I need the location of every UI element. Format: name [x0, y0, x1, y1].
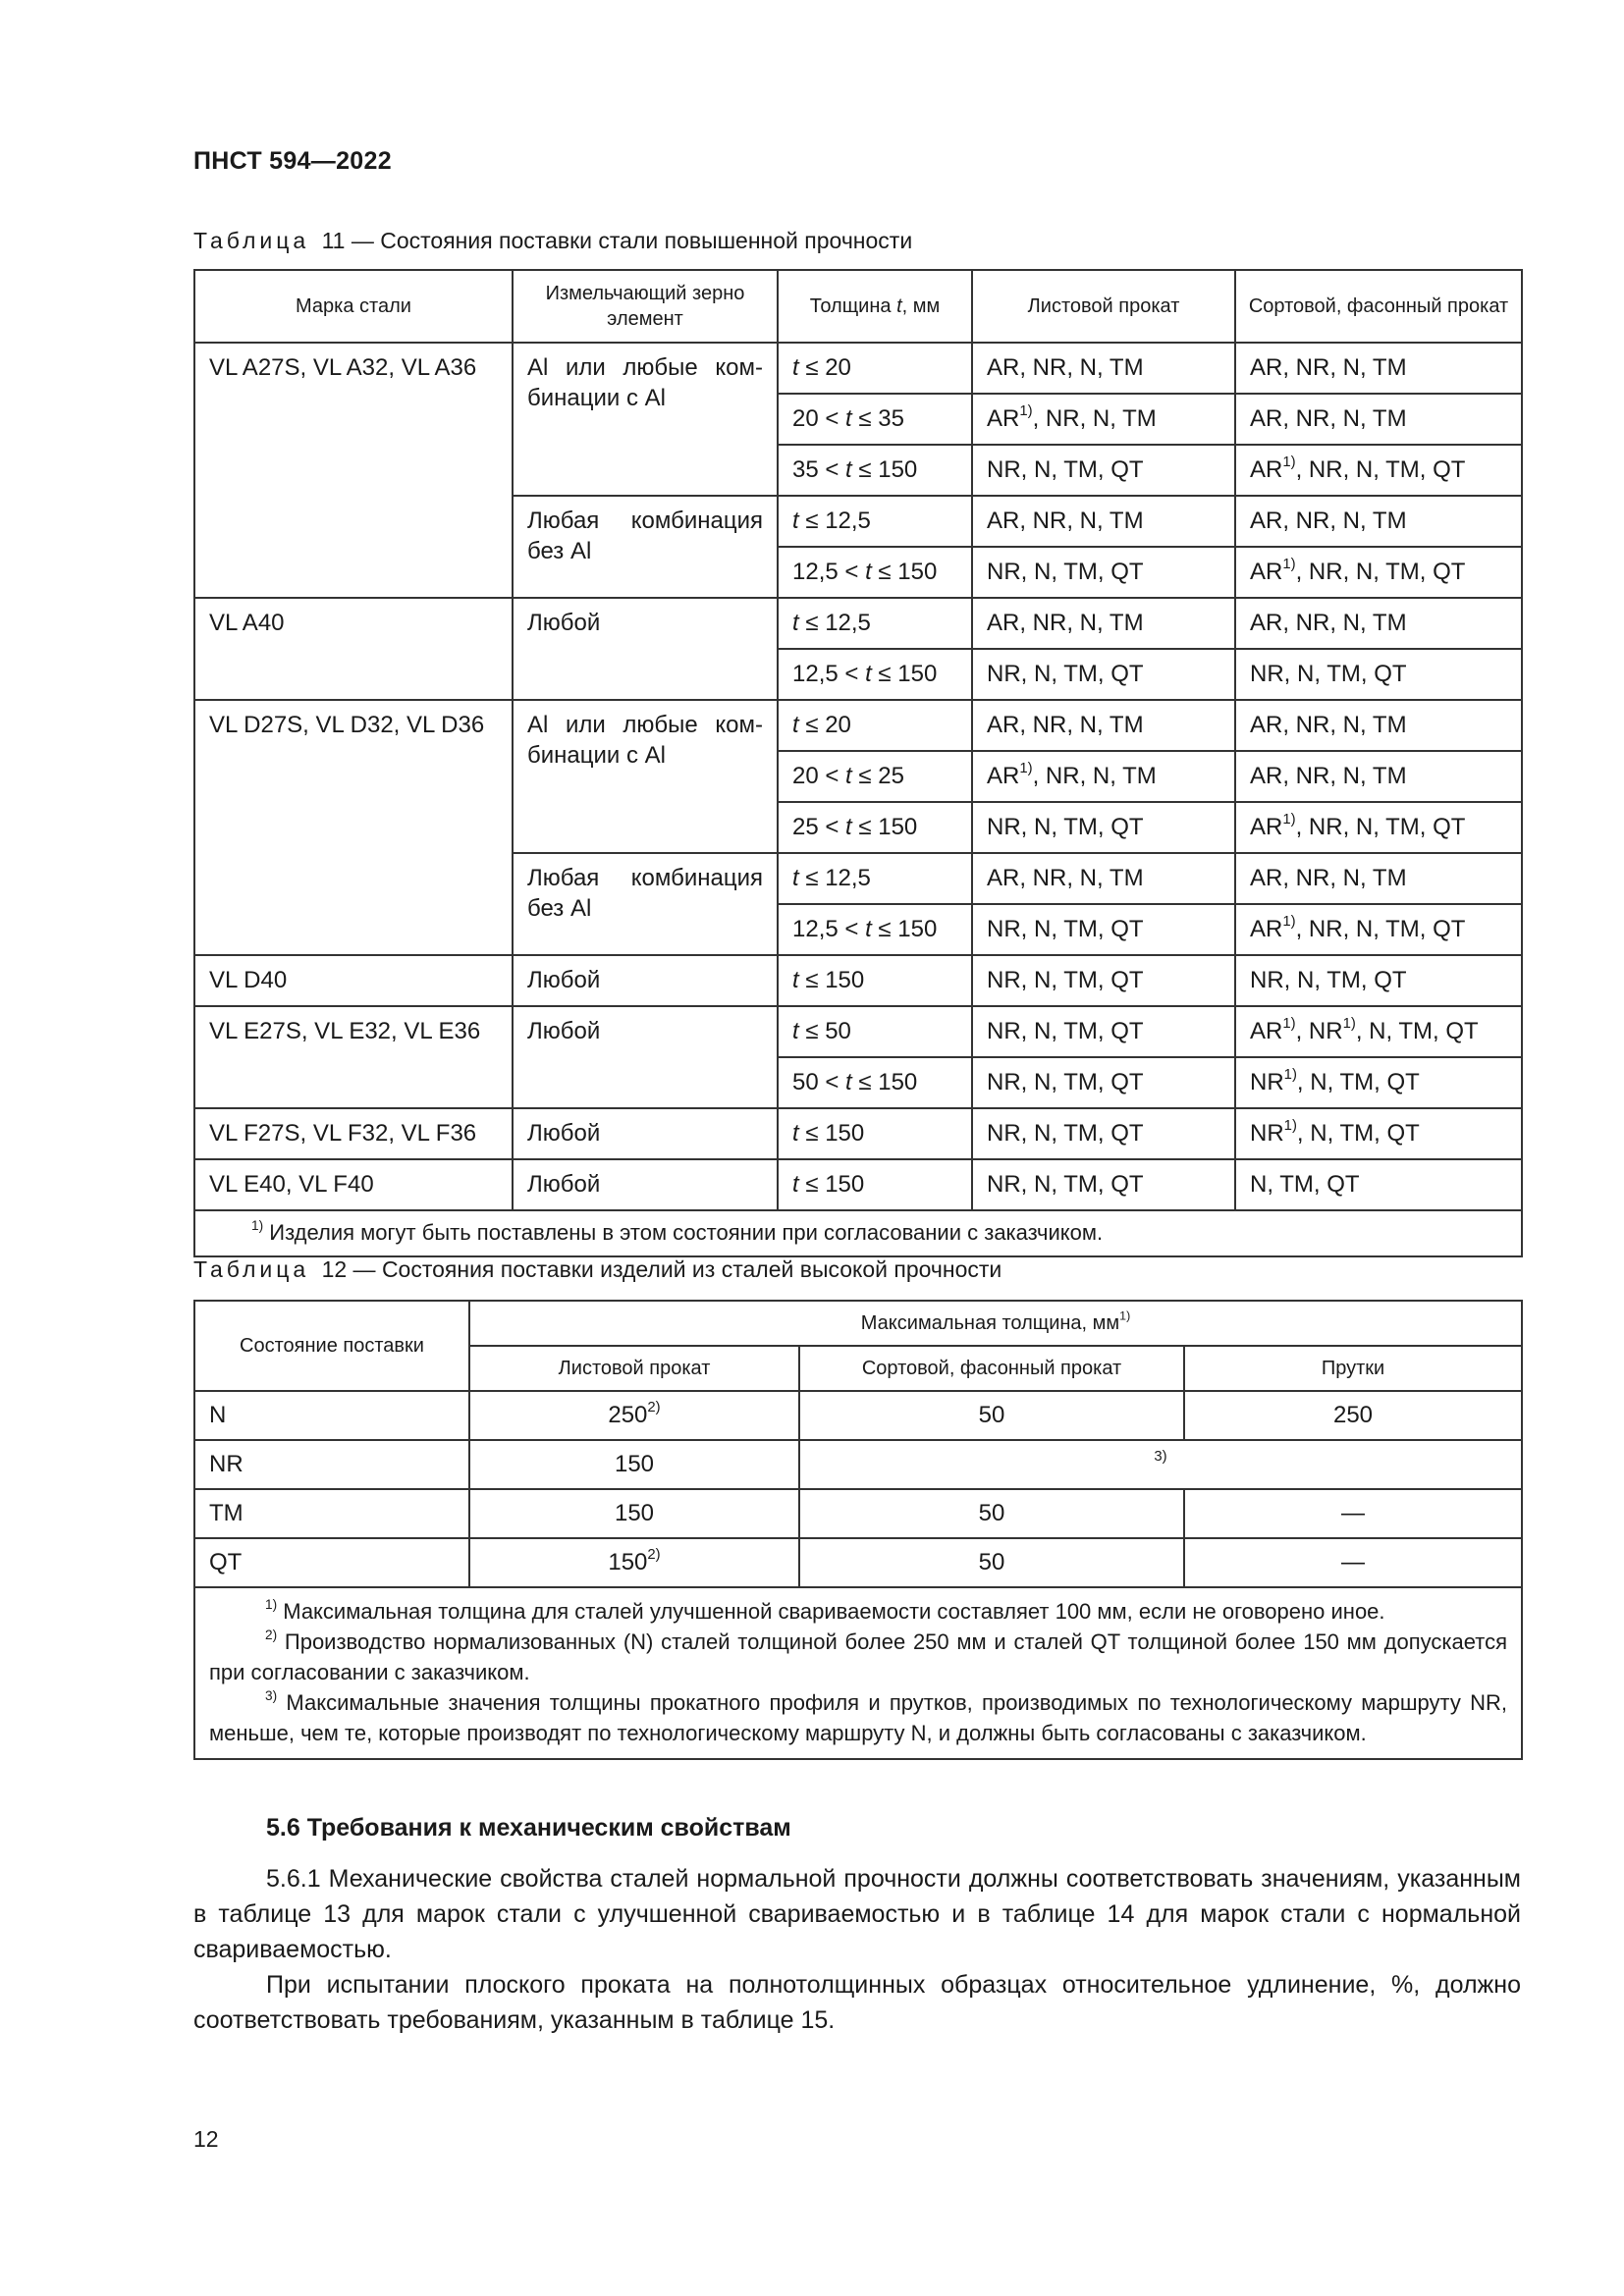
thickness-cell: t ≤ 150: [778, 955, 972, 1006]
thickness-cell: 35 < t ≤ 150: [778, 445, 972, 496]
table-row: [194, 1108, 1522, 1159]
section-state: AR, NR, N, TM: [1235, 598, 1522, 649]
grain-refiner: Al или любые ком-бинации с Al: [513, 700, 778, 853]
table-row: [194, 700, 1522, 751]
thickness-cell: 50 < t ≤ 150: [778, 1057, 972, 1108]
section-thickness: 50: [799, 1489, 1184, 1538]
header-sheet: Листовой прокат: [469, 1346, 799, 1391]
steel-grade: VL D40: [194, 955, 513, 1006]
header-thickness: Толщина t, мм: [778, 270, 972, 343]
sheet-state: NR, N, TM, QT: [972, 904, 1235, 955]
thickness-cell: t ≤ 20: [778, 700, 972, 751]
header-section: Сортовой, фасонный прокат: [1235, 270, 1522, 343]
grain-refiner: Al или любые ком-бинации с Al: [513, 343, 778, 496]
sheet-state: NR, N, TM, QT: [972, 802, 1235, 853]
table-row: [194, 1489, 1522, 1538]
paragraph-elongation: При испытании плоского проката на полнотолщинных образцах относительное удлинение, %, должно соответствовать требованиям, указанным в таблице 15.: [193, 1971, 1521, 2034]
sheet-state: NR, N, TM, QT: [972, 1159, 1235, 1210]
thickness-cell: t ≤ 150: [778, 1108, 972, 1159]
table-row: [194, 1006, 1522, 1057]
section-state: NR$^{1)}$, N, TM, QT: [1235, 1057, 1522, 1108]
header-steel-grade: Марка стали: [194, 270, 513, 343]
page-number: 12: [193, 2126, 219, 2152]
section-state: AR$^{1)}$, NR, N, TM, QT: [1235, 547, 1522, 598]
section-state: N, TM, QT: [1235, 1159, 1522, 1210]
table-header-row: [194, 1301, 1522, 1346]
steel-grade: VL A27S, VL A32, VL A36: [194, 343, 513, 598]
section-bars-merged: 3): [799, 1440, 1522, 1489]
table-footnote-row: [194, 1210, 1522, 1256]
table-header-row: [194, 270, 1522, 343]
sheet-state: AR, NR, N, TM: [972, 343, 1235, 394]
sheet-state: NR, N, TM, QT: [972, 649, 1235, 700]
sheet-state: NR, N, TM, QT: [972, 445, 1235, 496]
table-row: [194, 955, 1522, 1006]
delivery-state: NR: [194, 1440, 469, 1489]
table-footnote: $^{1)}$ Изделия могут быть поставлены в этом состоянии при согласовании с заказчиком.: [194, 1210, 1522, 1256]
steel-grade: VL F27S, VL F32, VL F36: [194, 1108, 513, 1159]
sheet-thickness: 150: [469, 1440, 799, 1489]
grain-refiner: Любой: [513, 955, 778, 1006]
thickness-cell: 12,5 < t ≤ 150: [778, 904, 972, 955]
thickness-cell: t ≤ 12,5: [778, 598, 972, 649]
document-code: ПНСТ 594—2022: [193, 147, 392, 175]
table-label: Таблица: [193, 228, 310, 253]
sheet-thickness: 250$^{2)}$: [469, 1391, 799, 1440]
thickness-cell: t ≤ 50: [778, 1006, 972, 1057]
sheet-state: NR, N, TM, QT: [972, 1006, 1235, 1057]
section-state: AR$^{1)}$, NR, N, TM, QT: [1235, 802, 1522, 853]
section-state: AR, NR, N, TM: [1235, 394, 1522, 445]
sheet-state: AR, NR, N, TM: [972, 496, 1235, 547]
section-state: AR$^{1)}$, NR, N, TM, QT: [1235, 904, 1522, 955]
thickness-cell: 20 < t ≤ 35: [778, 394, 972, 445]
section-state: NR, N, TM, QT: [1235, 955, 1522, 1006]
footnote-1: $^{1)}$ Максимальная толщина для сталей улучшенной свариваемости составляет 100 мм, если не оговорено иное.: [265, 1596, 1385, 1624]
table-row: [194, 1159, 1522, 1210]
table-11-caption: [193, 228, 912, 254]
thickness-cell: t ≤ 150: [778, 1159, 972, 1210]
sheet-state: AR$^{1)}$, NR, N, TM: [972, 394, 1235, 445]
table-row: [194, 1440, 1522, 1489]
header-sheet: Листовой прокат: [972, 270, 1235, 343]
table-row: [194, 343, 1522, 394]
steel-grade: VL E40, VL F40: [194, 1159, 513, 1210]
table-caption-text: 12 — Состояния поставки изделий из сталей высокой прочности: [315, 1256, 1002, 1282]
footnote-3: $^{3)}$ Максимальные значения толщины прокатного профиля и прутков, производимых по технологическому маршруту NR, меньше, чем те, которые производят по технологическому маршруту N, и должны быть согласованы с заказчиком.: [209, 1687, 1507, 1745]
header-grain-refiner: Измельчающий зерно элемент: [513, 270, 778, 343]
bars-thickness: —: [1184, 1538, 1522, 1587]
thickness-cell: t ≤ 12,5: [778, 853, 972, 904]
thickness-cell: t ≤ 20: [778, 343, 972, 394]
sheet-state: AR$^{1)}$, NR, N, TM: [972, 751, 1235, 802]
section-state: AR$^{1)}$, NR$^{1)}$, N, TM, QT: [1235, 1006, 1522, 1057]
thickness-cell: 20 < t ≤ 25: [778, 751, 972, 802]
section-state: AR$^{1)}$, NR, N, TM, QT: [1235, 445, 1522, 496]
steel-grade: VL A40: [194, 598, 513, 700]
thickness-cell: t ≤ 12,5: [778, 496, 972, 547]
delivery-state: QT: [194, 1538, 469, 1587]
steel-grade: VL E27S, VL E32, VL E36: [194, 1006, 513, 1108]
delivery-state: TM: [194, 1489, 469, 1538]
grain-refiner: Любой: [513, 1159, 778, 1210]
grain-refiner: Любой: [513, 1108, 778, 1159]
grain-refiner: Любая комбинация без Al: [513, 853, 778, 955]
sheet-state: AR, NR, N, TM: [972, 598, 1235, 649]
section-state: NR, N, TM, QT: [1235, 649, 1522, 700]
header-delivery-state: Состояние поставки: [194, 1301, 469, 1391]
grain-refiner: Любая комбинация без Al: [513, 496, 778, 598]
sheet-state: AR, NR, N, TM: [972, 853, 1235, 904]
table-caption-text: 11 — Состояния поставки стали повышенной прочности: [315, 228, 913, 253]
table-footnotes: [194, 1587, 1522, 1759]
header-section: Сортовой, фасонный прокат: [799, 1346, 1184, 1391]
header-bars: Прутки: [1184, 1346, 1522, 1391]
header-max-thickness: Максимальная толщина, $мм^{1)}$: [469, 1301, 1522, 1346]
section-thickness: 50: [799, 1538, 1184, 1587]
section-state: AR, NR, N, TM: [1235, 496, 1522, 547]
table-row: [194, 598, 1522, 649]
footnote-2: $^{2)}$ Производство нормализованных (N) сталей толщиной более 250 мм и сталей QT толщиной более 150 мм допускается при согласовании с заказчиком.: [209, 1627, 1508, 1684]
sheet-thickness: 150$^{2)}$: [469, 1538, 799, 1587]
table-12: [193, 1300, 1523, 1760]
bars-thickness: —: [1184, 1489, 1522, 1538]
section-state: AR, NR, N, TM: [1235, 751, 1522, 802]
bars-thickness: 250: [1184, 1391, 1522, 1440]
section-state: NR$^{1)}$, N, TM, QT: [1235, 1108, 1522, 1159]
section-state: AR, NR, N, TM: [1235, 343, 1522, 394]
table-row: [194, 1391, 1522, 1440]
table-footnote-row: [194, 1587, 1522, 1759]
section-state: AR, NR, N, TM: [1235, 853, 1522, 904]
sheet-state: NR, N, TM, QT: [972, 1108, 1235, 1159]
section-thickness: 50: [799, 1391, 1184, 1440]
thickness-cell: 12,5 < t ≤ 150: [778, 547, 972, 598]
thickness-cell: 12,5 < t ≤ 150: [778, 649, 972, 700]
table-label: Таблица: [193, 1256, 310, 1282]
table-12-caption: [193, 1256, 1001, 1283]
steel-grade: VL D27S, VL D32, VL D36: [194, 700, 513, 955]
sheet-state: NR, N, TM, QT: [972, 955, 1235, 1006]
thickness-cell: 25 < t ≤ 150: [778, 802, 972, 853]
grain-refiner: Любой: [513, 1006, 778, 1108]
grain-refiner: Любой: [513, 598, 778, 700]
sheet-thickness: 150: [469, 1489, 799, 1538]
section-state: AR, NR, N, TM: [1235, 700, 1522, 751]
sheet-state: NR, N, TM, QT: [972, 547, 1235, 598]
table-11: [193, 269, 1523, 1257]
sheet-state: AR, NR, N, TM: [972, 700, 1235, 751]
section-title: 5.6 Требования к механическим свойствам: [266, 1814, 791, 1842]
paragraph-5-6-1: 5.6.1 Механические свойства сталей нормальной прочности должны соответствовать значениям, указанным в таблице 13 для марок стали с улучшенной свариваемостью и в таблице 14 для марок стали с нормальной свариваемостью.: [193, 1865, 1521, 1963]
sheet-state: NR, N, TM, QT: [972, 1057, 1235, 1108]
table-row: [194, 1538, 1522, 1587]
delivery-state: N: [194, 1391, 469, 1440]
